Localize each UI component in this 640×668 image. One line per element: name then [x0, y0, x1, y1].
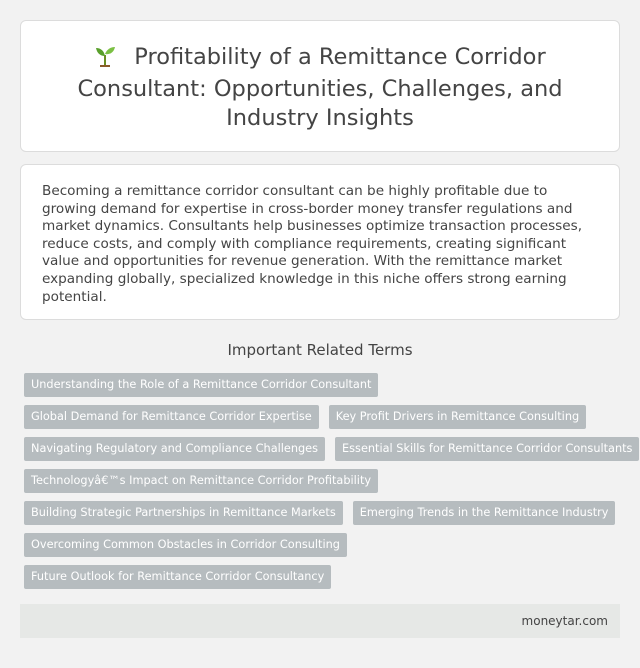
- sprout-icon: [94, 45, 116, 75]
- title-card: [20, 20, 620, 152]
- page-title-text: Profitability of a Remittance Corridor Consultant: Opportunities, Challenges, and Industry Insights: [77, 44, 563, 131]
- term-tag[interactable]: Technologyâ€™s Impact on Remittance Corridor Profitability: [24, 469, 378, 493]
- term-row: [24, 373, 624, 405]
- term-tag[interactable]: Understanding the Role of a Remittance Corridor Consultant: [24, 373, 378, 397]
- footer: [20, 604, 620, 638]
- term-row: [24, 469, 624, 501]
- footer-site[interactable]: moneytar.com: [521, 614, 608, 628]
- term-row: [24, 533, 624, 565]
- term-tag[interactable]: Essential Skills for Remittance Corridor Consultants: [335, 437, 639, 461]
- term-tag[interactable]: Overcoming Common Obstacles in Corridor Consulting: [24, 533, 347, 557]
- intro-card: [20, 164, 620, 320]
- related-terms-list: [24, 373, 633, 597]
- term-tag[interactable]: Navigating Regulatory and Compliance Challenges: [24, 437, 325, 461]
- term-row: [24, 405, 624, 437]
- page-title: [41, 43, 599, 133]
- term-tag[interactable]: Future Outlook for Remittance Corridor Consultancy: [24, 565, 331, 589]
- term-tag[interactable]: Key Profit Drivers in Remittance Consulting: [329, 405, 586, 429]
- terms-heading: Important Related Terms: [227, 341, 413, 359]
- term-tag[interactable]: Emerging Trends in the Remittance Industry: [353, 501, 616, 525]
- term-row: [24, 501, 624, 533]
- term-row: [24, 437, 633, 469]
- term-tag[interactable]: Building Strategic Partnerships in Remittance Markets: [24, 501, 343, 525]
- term-row: [24, 565, 624, 597]
- intro-paragraph: Becoming a remittance corridor consultant can be highly profitable due to growing demand for expertise in cross-border money transfer regulations and market dynamics. Consultants help businesses optimize transaction processes, reduce costs, and comply with compliance requirements, creating significant value and opportunities for revenue generation. With the remittance market expanding globally, specialized knowledge in this niche offers strong earning potential.: [42, 183, 583, 305]
- term-tag[interactable]: Global Demand for Remittance Corridor Expertise: [24, 405, 319, 429]
